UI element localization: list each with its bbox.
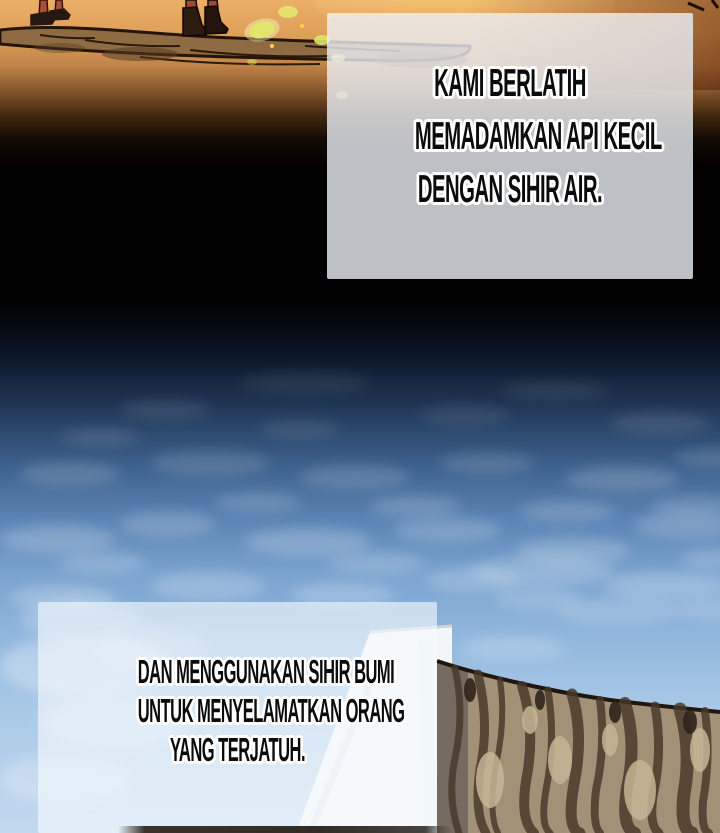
caption-text-line: DAN MENGGUNAKAN SIHIR BUMI <box>137 653 395 690</box>
caption-text-line: KAMI BERLATIH <box>434 62 586 105</box>
caption-text-line: DENGAN SIHIR AIR. <box>417 168 603 211</box>
caption-box-top <box>327 13 693 279</box>
caption-text-line: MEMADAMKAN API KECIL <box>414 115 662 158</box>
bottom-dark-edge <box>118 826 452 833</box>
caption-box-bottom <box>38 602 437 833</box>
caption-text-line: UNTUK MENYELAMATKAN ORANG <box>137 692 405 729</box>
caption-text-line: YANG TERJATUH. <box>169 731 306 768</box>
